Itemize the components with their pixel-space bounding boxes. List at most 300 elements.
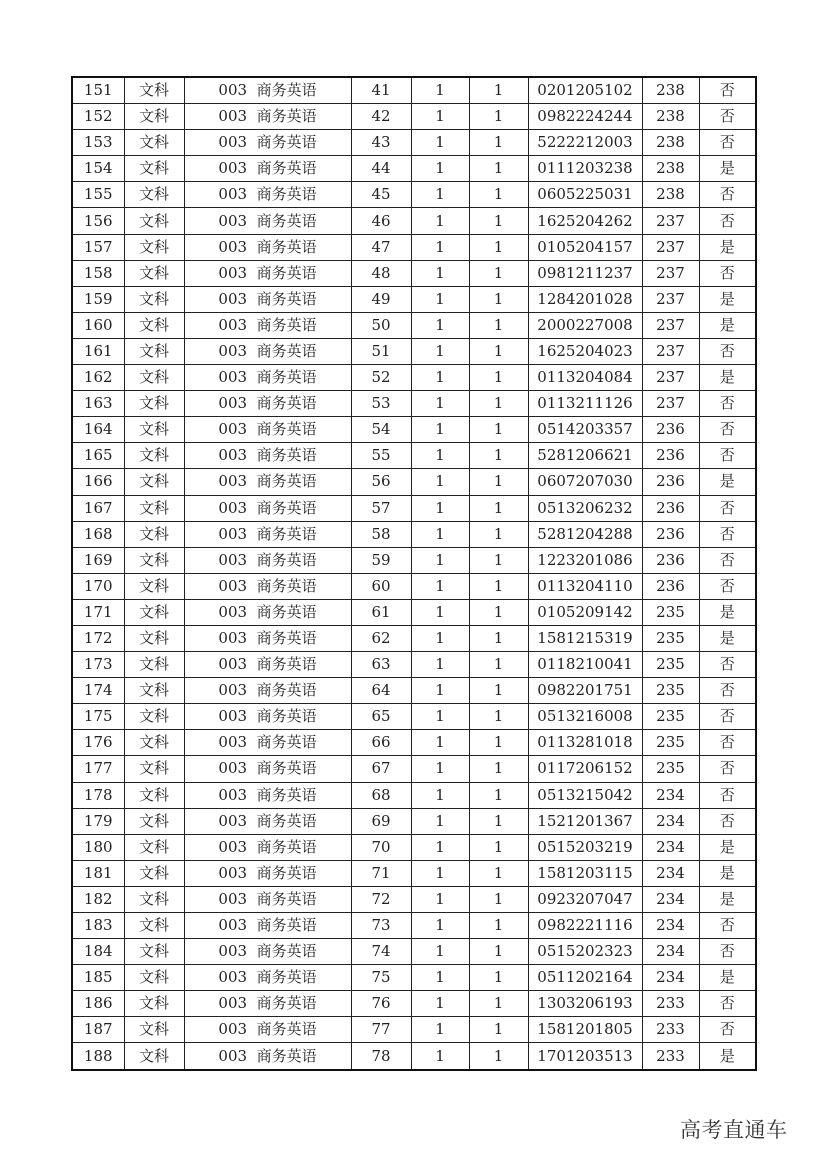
candidate-id-cell: 1581215319 — [528, 625, 642, 651]
flag-cell: 否 — [699, 182, 756, 208]
count-b-cell: 1 — [469, 965, 528, 991]
major-cell: 003 商务英语 — [184, 573, 351, 599]
count-a-cell: 1 — [411, 625, 469, 651]
subject-category-cell: 文科 — [124, 652, 184, 678]
row-number-cell: 187 — [72, 1017, 124, 1043]
flag-cell: 否 — [699, 991, 756, 1017]
candidate-id-cell: 5281206621 — [528, 443, 642, 469]
row-number-cell: 159 — [72, 286, 124, 312]
table-row — [72, 782, 756, 808]
major-cell: 003 商务英语 — [184, 391, 351, 417]
candidate-id-cell: 1701203513 — [528, 1043, 642, 1070]
subject-category-cell: 文科 — [124, 808, 184, 834]
score-cell: 235 — [642, 704, 699, 730]
table-row — [72, 182, 756, 208]
table-row — [72, 286, 756, 312]
table-row — [72, 77, 756, 104]
major-cell: 003 商务英语 — [184, 1017, 351, 1043]
major-cell: 003 商务英语 — [184, 469, 351, 495]
row-number-cell: 181 — [72, 860, 124, 886]
candidate-id-cell: 0111203238 — [528, 156, 642, 182]
subject-category-cell: 文科 — [124, 730, 184, 756]
row-number-cell: 186 — [72, 991, 124, 1017]
count-b-cell: 1 — [469, 939, 528, 965]
major-cell: 003 商务英语 — [184, 547, 351, 573]
score-cell: 235 — [642, 652, 699, 678]
score-cell: 234 — [642, 782, 699, 808]
major-rank-cell: 68 — [351, 782, 411, 808]
flag-cell: 否 — [699, 1017, 756, 1043]
count-b-cell: 1 — [469, 808, 528, 834]
score-cell: 237 — [642, 208, 699, 234]
count-b-cell: 1 — [469, 312, 528, 338]
row-number-cell: 164 — [72, 417, 124, 443]
row-number-cell: 175 — [72, 704, 124, 730]
score-cell: 236 — [642, 521, 699, 547]
table-body — [72, 77, 756, 1070]
flag-cell: 否 — [699, 77, 756, 104]
subject-category-cell: 文科 — [124, 208, 184, 234]
watermark: 高考直通车 — [680, 1118, 788, 1142]
count-a-cell: 1 — [411, 991, 469, 1017]
table-row — [72, 156, 756, 182]
flag-cell: 是 — [699, 234, 756, 260]
count-b-cell: 1 — [469, 991, 528, 1017]
major-rank-cell: 55 — [351, 443, 411, 469]
major-rank-cell: 75 — [351, 965, 411, 991]
major-rank-cell: 44 — [351, 156, 411, 182]
count-b-cell: 1 — [469, 104, 528, 130]
table-row — [72, 913, 756, 939]
major-rank-cell: 47 — [351, 234, 411, 260]
major-rank-cell: 53 — [351, 391, 411, 417]
candidate-id-cell: 0513215042 — [528, 782, 642, 808]
candidate-id-cell: 0607207030 — [528, 469, 642, 495]
score-cell: 234 — [642, 860, 699, 886]
major-cell: 003 商务英语 — [184, 678, 351, 704]
table-row — [72, 704, 756, 730]
major-rank-cell: 59 — [351, 547, 411, 573]
major-rank-cell: 43 — [351, 130, 411, 156]
row-number-cell: 169 — [72, 547, 124, 573]
count-a-cell: 1 — [411, 1043, 469, 1070]
table-row — [72, 312, 756, 338]
count-a-cell: 1 — [411, 965, 469, 991]
table-row — [72, 860, 756, 886]
count-a-cell: 1 — [411, 391, 469, 417]
major-rank-cell: 54 — [351, 417, 411, 443]
candidate-id-cell: 0118210041 — [528, 652, 642, 678]
count-a-cell: 1 — [411, 208, 469, 234]
count-b-cell: 1 — [469, 156, 528, 182]
candidate-id-cell: 0515203219 — [528, 834, 642, 860]
major-cell: 003 商务英语 — [184, 338, 351, 364]
major-cell: 003 商务英语 — [184, 625, 351, 651]
count-b-cell: 1 — [469, 913, 528, 939]
table-row — [72, 365, 756, 391]
subject-category-cell: 文科 — [124, 939, 184, 965]
table-row — [72, 469, 756, 495]
count-a-cell: 1 — [411, 782, 469, 808]
candidate-id-cell: 0605225031 — [528, 182, 642, 208]
row-number-cell: 168 — [72, 521, 124, 547]
count-b-cell: 1 — [469, 182, 528, 208]
subject-category-cell: 文科 — [124, 521, 184, 547]
major-rank-cell: 63 — [351, 652, 411, 678]
count-b-cell: 1 — [469, 286, 528, 312]
count-b-cell: 1 — [469, 260, 528, 286]
table-row — [72, 104, 756, 130]
score-cell: 235 — [642, 730, 699, 756]
candidate-id-cell: 0514203357 — [528, 417, 642, 443]
count-a-cell: 1 — [411, 704, 469, 730]
table-row — [72, 495, 756, 521]
count-a-cell: 1 — [411, 234, 469, 260]
row-number-cell: 171 — [72, 599, 124, 625]
flag-cell: 否 — [699, 573, 756, 599]
score-cell: 236 — [642, 495, 699, 521]
major-cell: 003 商务英语 — [184, 104, 351, 130]
row-number-cell: 167 — [72, 495, 124, 521]
count-b-cell: 1 — [469, 573, 528, 599]
row-number-cell: 152 — [72, 104, 124, 130]
score-cell: 234 — [642, 834, 699, 860]
count-b-cell: 1 — [469, 782, 528, 808]
major-cell: 003 商务英语 — [184, 260, 351, 286]
row-number-cell: 154 — [72, 156, 124, 182]
subject-category-cell: 文科 — [124, 599, 184, 625]
count-a-cell: 1 — [411, 156, 469, 182]
major-cell: 003 商务英语 — [184, 77, 351, 104]
count-a-cell: 1 — [411, 365, 469, 391]
major-rank-cell: 61 — [351, 599, 411, 625]
table-row — [72, 260, 756, 286]
major-rank-cell: 64 — [351, 678, 411, 704]
count-a-cell: 1 — [411, 104, 469, 130]
admission-table — [71, 76, 757, 1071]
major-rank-cell: 77 — [351, 1017, 411, 1043]
table-row — [72, 1043, 756, 1070]
table-row — [72, 886, 756, 912]
major-rank-cell: 74 — [351, 939, 411, 965]
table-row — [72, 547, 756, 573]
flag-cell: 否 — [699, 130, 756, 156]
count-b-cell: 1 — [469, 678, 528, 704]
major-rank-cell: 48 — [351, 260, 411, 286]
major-rank-cell: 56 — [351, 469, 411, 495]
count-a-cell: 1 — [411, 1017, 469, 1043]
score-cell: 233 — [642, 1043, 699, 1070]
flag-cell: 否 — [699, 521, 756, 547]
major-rank-cell: 46 — [351, 208, 411, 234]
major-cell: 003 商务英语 — [184, 208, 351, 234]
candidate-id-cell: 1581201805 — [528, 1017, 642, 1043]
major-rank-cell: 45 — [351, 182, 411, 208]
score-cell: 238 — [642, 104, 699, 130]
flag-cell: 是 — [699, 156, 756, 182]
table-row — [72, 573, 756, 599]
subject-category-cell: 文科 — [124, 77, 184, 104]
count-a-cell: 1 — [411, 756, 469, 782]
subject-category-cell: 文科 — [124, 469, 184, 495]
row-number-cell: 156 — [72, 208, 124, 234]
subject-category-cell: 文科 — [124, 312, 184, 338]
table-row — [72, 678, 756, 704]
major-rank-cell: 66 — [351, 730, 411, 756]
major-cell: 003 商务英语 — [184, 417, 351, 443]
major-rank-cell: 73 — [351, 913, 411, 939]
table-row — [72, 730, 756, 756]
major-cell: 003 商务英语 — [184, 834, 351, 860]
flag-cell: 否 — [699, 208, 756, 234]
table-row — [72, 130, 756, 156]
count-a-cell: 1 — [411, 939, 469, 965]
major-cell: 003 商务英语 — [184, 130, 351, 156]
table-row — [72, 756, 756, 782]
flag-cell: 是 — [699, 860, 756, 886]
candidate-id-cell: 0982201751 — [528, 678, 642, 704]
count-a-cell: 1 — [411, 495, 469, 521]
flag-cell: 否 — [699, 338, 756, 364]
count-b-cell: 1 — [469, 417, 528, 443]
count-a-cell: 1 — [411, 860, 469, 886]
major-cell: 003 商务英语 — [184, 808, 351, 834]
count-b-cell: 1 — [469, 834, 528, 860]
row-number-cell: 157 — [72, 234, 124, 260]
table-row — [72, 208, 756, 234]
count-b-cell: 1 — [469, 77, 528, 104]
row-number-cell: 180 — [72, 834, 124, 860]
candidate-id-cell: 0105209142 — [528, 599, 642, 625]
major-cell: 003 商务英语 — [184, 156, 351, 182]
subject-category-cell: 文科 — [124, 286, 184, 312]
major-cell: 003 商务英语 — [184, 599, 351, 625]
score-cell: 237 — [642, 338, 699, 364]
score-cell: 236 — [642, 443, 699, 469]
count-b-cell: 1 — [469, 625, 528, 651]
count-a-cell: 1 — [411, 286, 469, 312]
major-rank-cell: 50 — [351, 312, 411, 338]
count-a-cell: 1 — [411, 678, 469, 704]
score-cell: 234 — [642, 886, 699, 912]
row-number-cell: 165 — [72, 443, 124, 469]
table-row — [72, 417, 756, 443]
score-cell: 234 — [642, 939, 699, 965]
candidate-id-cell: 1625204262 — [528, 208, 642, 234]
count-b-cell: 1 — [469, 469, 528, 495]
flag-cell: 是 — [699, 1043, 756, 1070]
subject-category-cell: 文科 — [124, 156, 184, 182]
score-cell: 238 — [642, 77, 699, 104]
flag-cell: 否 — [699, 704, 756, 730]
count-b-cell: 1 — [469, 443, 528, 469]
candidate-id-cell: 0515202323 — [528, 939, 642, 965]
count-a-cell: 1 — [411, 573, 469, 599]
major-cell: 003 商务英语 — [184, 886, 351, 912]
flag-cell: 否 — [699, 652, 756, 678]
candidate-id-cell: 1303206193 — [528, 991, 642, 1017]
subject-category-cell: 文科 — [124, 965, 184, 991]
flag-cell: 否 — [699, 913, 756, 939]
flag-cell: 是 — [699, 365, 756, 391]
score-cell: 237 — [642, 365, 699, 391]
row-number-cell: 185 — [72, 965, 124, 991]
score-cell: 235 — [642, 756, 699, 782]
flag-cell: 否 — [699, 808, 756, 834]
count-a-cell: 1 — [411, 417, 469, 443]
subject-category-cell: 文科 — [124, 782, 184, 808]
score-cell: 234 — [642, 808, 699, 834]
table-row — [72, 599, 756, 625]
flag-cell: 是 — [699, 469, 756, 495]
flag-cell: 是 — [699, 965, 756, 991]
score-cell: 233 — [642, 991, 699, 1017]
table-row — [72, 234, 756, 260]
score-cell: 237 — [642, 260, 699, 286]
count-b-cell: 1 — [469, 704, 528, 730]
row-number-cell: 158 — [72, 260, 124, 286]
count-b-cell: 1 — [469, 338, 528, 364]
subject-category-cell: 文科 — [124, 234, 184, 260]
major-rank-cell: 52 — [351, 365, 411, 391]
candidate-id-cell: 0113281018 — [528, 730, 642, 756]
major-rank-cell: 57 — [351, 495, 411, 521]
score-cell: 236 — [642, 469, 699, 495]
count-a-cell: 1 — [411, 521, 469, 547]
row-number-cell: 160 — [72, 312, 124, 338]
flag-cell: 否 — [699, 260, 756, 286]
row-number-cell: 170 — [72, 573, 124, 599]
table-row — [72, 939, 756, 965]
row-number-cell: 155 — [72, 182, 124, 208]
row-number-cell: 179 — [72, 808, 124, 834]
candidate-id-cell: 0201205102 — [528, 77, 642, 104]
major-rank-cell: 42 — [351, 104, 411, 130]
candidate-id-cell: 2000227008 — [528, 312, 642, 338]
major-cell: 003 商务英语 — [184, 652, 351, 678]
row-number-cell: 182 — [72, 886, 124, 912]
candidate-id-cell: 0513206232 — [528, 495, 642, 521]
table-row — [72, 808, 756, 834]
major-cell: 003 商务英语 — [184, 782, 351, 808]
score-cell: 236 — [642, 547, 699, 573]
score-cell: 236 — [642, 417, 699, 443]
flag-cell: 否 — [699, 782, 756, 808]
major-cell: 003 商务英语 — [184, 443, 351, 469]
flag-cell: 否 — [699, 939, 756, 965]
subject-category-cell: 文科 — [124, 365, 184, 391]
score-cell: 238 — [642, 182, 699, 208]
flag-cell: 否 — [699, 678, 756, 704]
row-number-cell: 173 — [72, 652, 124, 678]
score-cell: 233 — [642, 1017, 699, 1043]
count-b-cell: 1 — [469, 521, 528, 547]
count-a-cell: 1 — [411, 312, 469, 338]
row-number-cell: 174 — [72, 678, 124, 704]
subject-category-cell: 文科 — [124, 756, 184, 782]
major-rank-cell: 62 — [351, 625, 411, 651]
subject-category-cell: 文科 — [124, 625, 184, 651]
row-number-cell: 163 — [72, 391, 124, 417]
count-b-cell: 1 — [469, 1043, 528, 1070]
major-cell: 003 商务英语 — [184, 365, 351, 391]
row-number-cell: 183 — [72, 913, 124, 939]
count-a-cell: 1 — [411, 808, 469, 834]
subject-category-cell: 文科 — [124, 417, 184, 443]
candidate-id-cell: 1625204023 — [528, 338, 642, 364]
count-a-cell: 1 — [411, 469, 469, 495]
subject-category-cell: 文科 — [124, 991, 184, 1017]
flag-cell: 否 — [699, 495, 756, 521]
count-b-cell: 1 — [469, 391, 528, 417]
major-cell: 003 商务英语 — [184, 991, 351, 1017]
candidate-id-cell: 0117206152 — [528, 756, 642, 782]
major-rank-cell: 78 — [351, 1043, 411, 1070]
count-b-cell: 1 — [469, 599, 528, 625]
flag-cell: 否 — [699, 104, 756, 130]
subject-category-cell: 文科 — [124, 104, 184, 130]
count-b-cell: 1 — [469, 730, 528, 756]
candidate-id-cell: 1223201086 — [528, 547, 642, 573]
count-b-cell: 1 — [469, 1017, 528, 1043]
count-b-cell: 1 — [469, 886, 528, 912]
row-number-cell: 162 — [72, 365, 124, 391]
subject-category-cell: 文科 — [124, 913, 184, 939]
subject-category-cell: 文科 — [124, 860, 184, 886]
count-a-cell: 1 — [411, 338, 469, 364]
flag-cell: 是 — [699, 886, 756, 912]
candidate-id-cell: 0982224244 — [528, 104, 642, 130]
score-cell: 238 — [642, 130, 699, 156]
score-cell: 235 — [642, 678, 699, 704]
score-cell: 237 — [642, 312, 699, 338]
count-b-cell: 1 — [469, 495, 528, 521]
candidate-id-cell: 5222212003 — [528, 130, 642, 156]
major-rank-cell: 58 — [351, 521, 411, 547]
flag-cell: 否 — [699, 756, 756, 782]
major-cell: 003 商务英语 — [184, 286, 351, 312]
flag-cell: 否 — [699, 547, 756, 573]
major-cell: 003 商务英语 — [184, 704, 351, 730]
score-cell: 237 — [642, 234, 699, 260]
score-cell: 235 — [642, 625, 699, 651]
table-row — [72, 1017, 756, 1043]
major-cell: 003 商务英语 — [184, 182, 351, 208]
count-a-cell: 1 — [411, 130, 469, 156]
subject-category-cell: 文科 — [124, 260, 184, 286]
major-rank-cell: 67 — [351, 756, 411, 782]
major-cell: 003 商务英语 — [184, 521, 351, 547]
major-cell: 003 商务英语 — [184, 1043, 351, 1070]
count-a-cell: 1 — [411, 886, 469, 912]
candidate-id-cell: 1284201028 — [528, 286, 642, 312]
major-cell: 003 商务英语 — [184, 965, 351, 991]
candidate-id-cell: 0513216008 — [528, 704, 642, 730]
count-a-cell: 1 — [411, 547, 469, 573]
score-cell: 236 — [642, 573, 699, 599]
count-b-cell: 1 — [469, 860, 528, 886]
candidate-id-cell: 0113204084 — [528, 365, 642, 391]
major-cell: 003 商务英语 — [184, 913, 351, 939]
major-rank-cell: 72 — [351, 886, 411, 912]
score-cell: 235 — [642, 599, 699, 625]
subject-category-cell: 文科 — [124, 704, 184, 730]
subject-category-cell: 文科 — [124, 678, 184, 704]
candidate-id-cell: 0982221116 — [528, 913, 642, 939]
score-cell: 237 — [642, 286, 699, 312]
flag-cell: 是 — [699, 834, 756, 860]
subject-category-cell: 文科 — [124, 834, 184, 860]
